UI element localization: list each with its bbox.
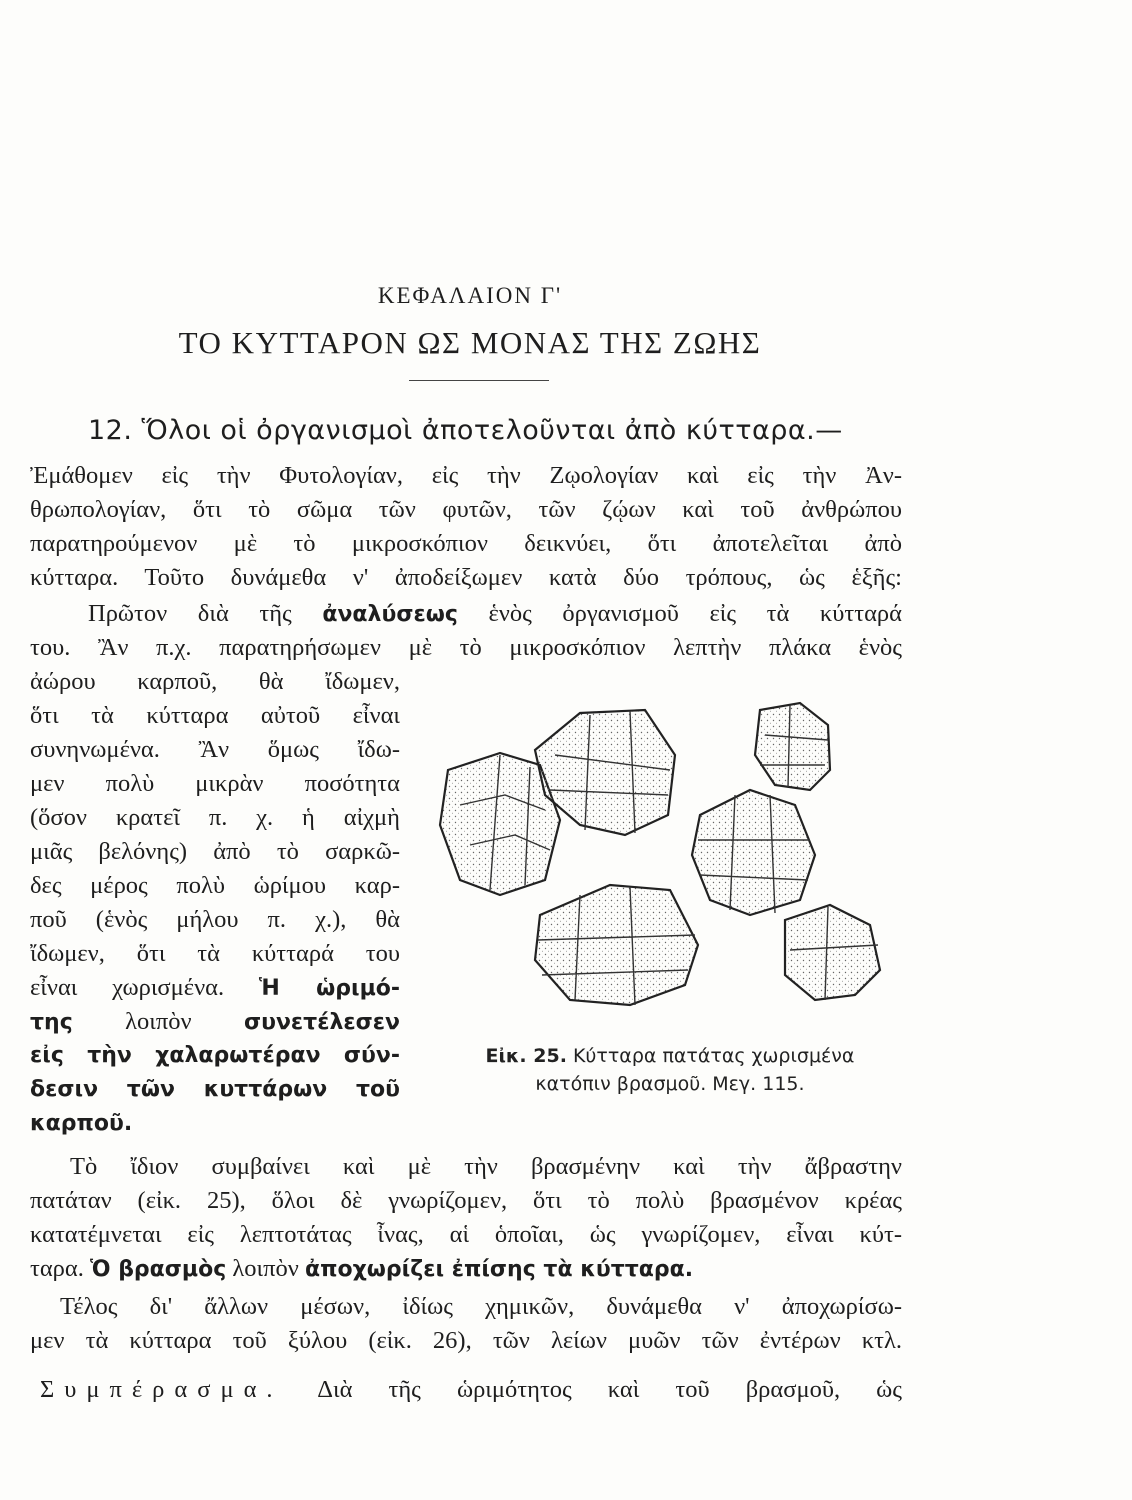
- emphasis-boiling: Ὁ βρασμὸς: [90, 1257, 227, 1282]
- paragraph2-line: (ὅσον κρατεῖ π. χ. ἡ αἰχμὴ: [30, 804, 400, 831]
- text-run: Πρῶτον διὰ τῆς: [88, 600, 292, 627]
- paragraph1-line: παρατηρούμενον μὲ τὸ μικροσκόπιον δεικνύει, ὅτι ἀποτελεῖται ἀπὸ: [30, 530, 902, 557]
- paragraph2-line: συνηνωμένα. Ἂν ὅμως ἴδω-: [30, 736, 400, 763]
- paragraph2-line: [30, 971, 400, 1006]
- paragraph2-line: καρποῦ.: [30, 1111, 133, 1136]
- caption-text: κατόπιν βρασμοῦ. Μεγ. 115.: [535, 1073, 805, 1095]
- paragraph3-line: Τὸ ἴδιον συμβαίνει καὶ μὲ τὴν βρασμένην καὶ τὴν ἄβραστην: [70, 1153, 902, 1180]
- paragraph4-line: μεν τὰ κύτταρα τοῦ ξύλου (εἰκ. 26), τῶν λείων μυῶν τῶν ἐντέρων κτλ.: [30, 1327, 902, 1354]
- text-run: λοιπὸν: [125, 1008, 192, 1035]
- figure-label: Εἰκ. 25.: [485, 1045, 567, 1067]
- conclusion-line: [40, 1373, 902, 1407]
- paragraph3-line: πατάταν (εἰκ. 25), ὅλοι δὲ γνωρίζομεν, ὅτι τὸ πολὺ βρασμένον κρέας: [30, 1187, 902, 1214]
- text-run: λοιπὸν: [232, 1255, 299, 1282]
- paragraph1-line: θρωπολογίαν, ὅτι τὸ σῶμα τῶν φυτῶν, τῶν ζῴων καὶ τοῦ ἀνθρώπου: [30, 496, 902, 523]
- text-run: ταρα.: [30, 1255, 84, 1282]
- paragraph2-line: ποῦ (ἑνὸς μήλου π. χ.), θὰ: [30, 906, 400, 933]
- chapter-title: ΤΟ ΚΥΤΤΑΡΟΝ ΩΣ ΜΟΝΑΣ ΤΗΣ ΖΩΗΣ: [178, 325, 762, 360]
- paragraph2-line: [88, 597, 902, 632]
- text-run: ἑνὸς ὀργανισμοῦ εἰς τὰ κύτταρά: [488, 600, 902, 627]
- paragraph1-line: κύτταρα. Τοῦτο δυνάμεθα ν' ἀποδείξωμεν κατὰ δύο τρόπους, ὡς ἑξῆς:: [30, 564, 902, 591]
- title-divider: [409, 380, 549, 381]
- paragraph4-line: Τέλος δι' ἄλλων μέσων, ἰδίως χημικῶν, δυνάμεθα ν' ἀποχωρίσω-: [60, 1293, 902, 1320]
- paragraph2-line: ὅτι τὰ κύτταρα αὐτοῦ εἶναι: [30, 702, 400, 729]
- paragraph2-line: δες μέρος πολὺ ὡρίμου καρ-: [30, 872, 400, 899]
- caption-text: Κύτταρα πατάτας χωρισμένα: [572, 1045, 855, 1067]
- cell-cluster: [692, 790, 815, 915]
- paragraph2-line: μεν πολὺ μικρὰν ποσότητα: [30, 770, 400, 797]
- paragraph2-line: του. Ἂν π.χ. παρατηρήσωμεν μὲ τὸ μικροσκόπιον λεπτὴν πλάκα ἑνὸς: [30, 634, 902, 661]
- paragraph2-line: [30, 1005, 400, 1040]
- chapter-label: ΚΕΦΑΛΑΙΟΝ Γ': [377, 283, 563, 308]
- paragraph2-line: μιᾶς βελόνης) ἀπὸ τὸ σαρκῶ-: [30, 838, 400, 865]
- figure-caption: [440, 1042, 900, 1098]
- text-run: Διὰ τῆς ὡριμότητος καὶ τοῦ βρασμοῦ, ὡς: [317, 1376, 902, 1403]
- cell-cluster: [755, 703, 830, 790]
- text-run: εἶναι χωρισμένα.: [30, 974, 225, 1001]
- paragraph3-line: [30, 1252, 902, 1287]
- potato-cells-figure: [430, 695, 900, 1025]
- emphasis-text: ἀποχωρίζει ἐπίσης τὰ κύτταρα.: [304, 1257, 694, 1282]
- paragraph2-line: δεσιν τῶν κυττάρων τοῦ: [30, 1077, 400, 1102]
- conclusion-label: Συμπέρασμα.: [40, 1376, 283, 1403]
- section-heading: 12. Ὅλοι οἱ ὀργανισμοὶ ἀποτελοῦνται ἀπὸ κύτταρα.—: [88, 415, 843, 446]
- emphasis-text: συνετέλεσεν: [243, 1010, 400, 1035]
- emphasis-ripeness: Ἡ ὡριμό-: [258, 976, 400, 1001]
- emphasis-analysis: ἀναλύσεως: [322, 602, 458, 627]
- emphasis-text: της: [30, 1010, 73, 1035]
- paragraph2-line: ἴδωμεν, ὅτι τὰ κύτταρά του: [30, 940, 400, 967]
- paragraph3-line: κατατέμνεται εἰς λεπτοτάτας ἶνας, αἱ ὁποῖαι, ὡς γνωρίζομεν, εἶναι κύτ-: [30, 1221, 902, 1248]
- paragraph2-line: ἀώρου καρποῦ, θὰ ἴδωμεν,: [30, 668, 400, 695]
- paragraph2-line: εἰς τὴν χαλαρωτέραν σύν-: [30, 1043, 400, 1068]
- cell-cluster: [785, 905, 880, 1000]
- paragraph1-line: Ἐμάθομεν εἰς τὴν Φυτολογίαν, εἰς τὴν Ζῳολογίαν καὶ εἰς τὴν Ἀν-: [30, 462, 902, 489]
- cell-cluster: [535, 885, 698, 1005]
